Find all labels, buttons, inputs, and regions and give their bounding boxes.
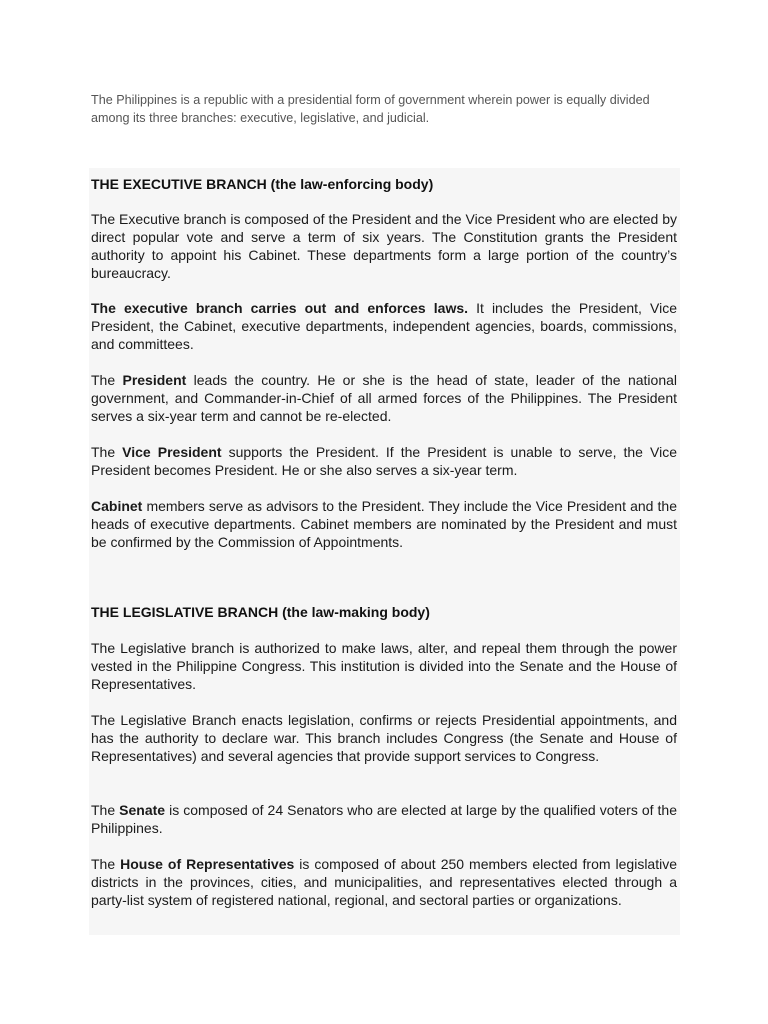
legislative-paragraph-house: [91, 855, 677, 909]
vice-president-text: supports the President. If the President is unable to serve, the Vice President becomes President. He or she also serves a six-year term.: [91, 444, 677, 478]
senate-prefix: The: [91, 802, 120, 818]
cabinet-text: members serve as advisors to the President. They include the Vice President and the heads of executive departments. Cabinet members are nominated by the President and must be confirmed by the Commission of Appointments.: [91, 498, 677, 550]
executive-paragraph-cabinet: [91, 497, 677, 551]
vice-president-prefix: The: [91, 444, 123, 460]
president-term: President: [122, 372, 187, 388]
house-prefix: The: [91, 856, 121, 872]
executive-branch-heading: THE EXECUTIVE BRANCH (the law-enforcing body): [91, 176, 434, 192]
executive-role-text: It includes the President, Vice President, the Cabinet, executive departments, independent agencies, boards, commissions, and committees.: [91, 300, 677, 352]
executive-paragraph-role: [91, 299, 677, 353]
executive-branch-section: [89, 168, 680, 565]
senate-text: is composed of 24 Senators who are elected at large by the qualified voters of the Philippines.: [91, 802, 678, 836]
executive-paragraph-president: [91, 371, 677, 425]
legislative-paragraph-functions: The Legislative Branch enacts legislation, confirms or rejects Presidential appointments, and has the authority to declare war. This branch includes Congress (the Senate and House of Representatives) and several agencies that provide support services to Congress.: [91, 712, 677, 764]
president-text: leads the country. He or she is the head of state, leader of the national government, and Commander-in-Chief of all armed forces of the Philippines. The President serves a six-year term and cannot be re-elected.: [91, 372, 677, 424]
executive-paragraph-composition: The Executive branch is composed of the President and the Vice President who are elected by direct popular vote and serve a term of six years. The Constitution grants the President authority to appoint his Cabinet. These departments form a large portion of the country’s bureaucracy.: [91, 211, 677, 281]
house-text: is composed of about 250 members elected from legislative districts in the provinces, cities, and municipalities, and representatives elected through a party-list system of registered national, regional, and sectoral parties or organizations.: [91, 856, 678, 908]
legislative-branch-section: [89, 565, 680, 935]
legislative-paragraph-authority: The Legislative branch is authorized to make laws, alter, and repeal them through the power vested in the Philippine Congress. This institution is divided into the Senate and the House of Representatives.: [91, 640, 677, 692]
cabinet-term: Cabinet: [91, 498, 143, 514]
vice-president-term: Vice President: [122, 444, 222, 460]
executive-paragraph-vice-president: [91, 443, 677, 479]
legislative-paragraph-senate: [91, 801, 677, 837]
president-prefix: The: [91, 372, 123, 388]
legislative-branch-heading: THE LEGISLATIVE BRANCH (the law-making body): [91, 604, 430, 620]
senate-term: Senate: [119, 802, 166, 818]
intro-paragraph: The Philippines is a republic with a presidential form of government wherein power is equally divided among its three branches: executive, legislative, and judicial.: [91, 93, 650, 125]
house-term: House of Representatives: [120, 856, 295, 872]
executive-role-bold: The executive branch carries out and enforces laws.: [91, 300, 469, 316]
